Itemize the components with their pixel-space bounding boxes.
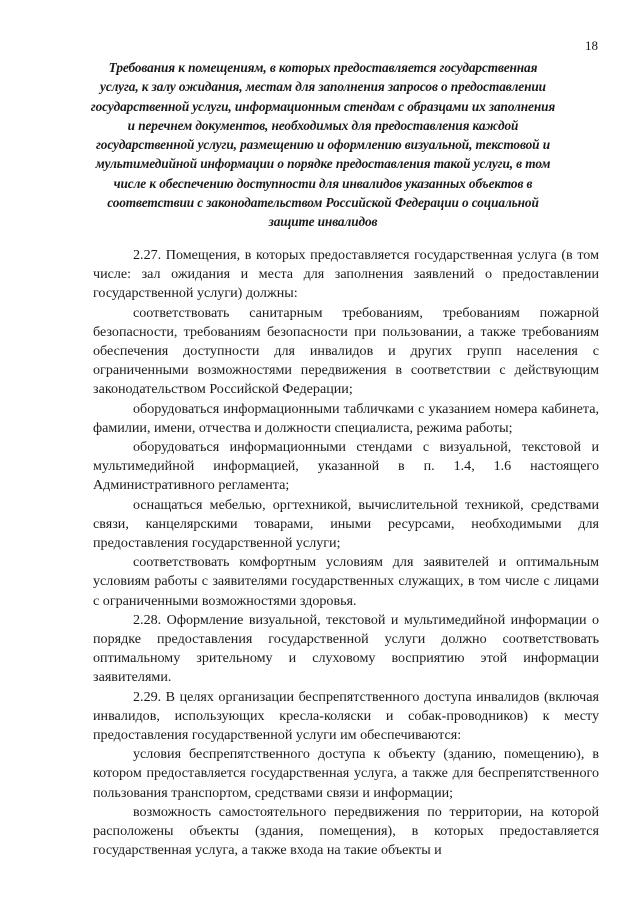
paragraph-2-29: 2.29. В целях организации беспрепятственного доступа инвалидов (включая инвалидов, использующих кресла-коляски и собак-проводников) к месту предоставления государственной услуги им обеспечиваются: bbox=[93, 688, 599, 744]
paragraph-movement-possibility: возможность самостоятельного передвижения по территории, на которой расположены объекты (здания, помещения), в которых предоставляется государственная услуга, а также входа на такие объекты и bbox=[93, 803, 599, 859]
body-text bbox=[93, 246, 599, 861]
paragraph-info-stands: оборудоваться информационными стендами с визуальной, текстовой и мультимедийной информацией, указанной в п. 1.4, 1.6 настоящего Административного регламента; bbox=[93, 439, 599, 494]
page-number: 18 bbox=[585, 38, 598, 53]
paragraph-info-plates: оборудоваться информационными табличками с указанием номера кабинета, фамилии, имени, отчества и должности специалиста, режима работы; bbox=[93, 400, 599, 436]
paragraph-access-conditions: условия беспрепятственного доступа к объекту (зданию, помещению), в котором предоставляется государственная услуга, а также для беспрепятственного пользования транспортом, средствами связи и информации; bbox=[93, 746, 599, 801]
paragraph-2-27: 2.27. Помещения, в которых предоставляется государственная услуга (в том числе: зал ожидания и места для заполнения заявлений о предоставлении государственной услуги) должны: bbox=[93, 247, 599, 302]
section-heading: Требования к помещениям, в которых предоставляется государственная услуга, к залу ожидания, местам для заполнения запросов о предоставлении государственной услуги, информационным стендам с образцами их заполнения и перечнем документов, необходимых для предоставления каждой государственной услуги, размещению и оформлению визуальной, текстовой и мультимедийной информации о порядке предоставления такой услуги, в том числе к обеспечению доступности для инвалидов указанных объектов в соответствии с законодательством Российской Федерации о социальной защите инвалидов bbox=[90, 60, 556, 230]
paragraph-requirements-sanitary: соответствовать санитарным требованиям, требованиям пожарной безопасности, требованиям безопасности при пользовании, а также требованиям обеспечения доступности для инвалидов и других групп населения с ограниченными возможностями передвижения в соответствии с действующим законодательством Российской Федерации; bbox=[93, 304, 599, 398]
paragraph-2-28: 2.28. Оформление визуальной, текстовой и мультимедийной информации о порядке предоставления государственной услуги должно соответствовать оптимальному зрительному и слуховому восприятию этой информации заявителями. bbox=[93, 611, 599, 686]
paragraph-comfort-conditions: соответствовать комфортным условиям для заявителей и оптимальным условиям работы с заявителями государственных служащих, в том числе с лицами с ограниченными возможностями здоровья. bbox=[93, 554, 599, 609]
paragraph-equipment: оснащаться мебелью, оргтехникой, вычислительной техникой, средствами связи, канцелярскими товарами, иными ресурсами, необходимыми для предоставления государственной услуги; bbox=[93, 496, 599, 552]
